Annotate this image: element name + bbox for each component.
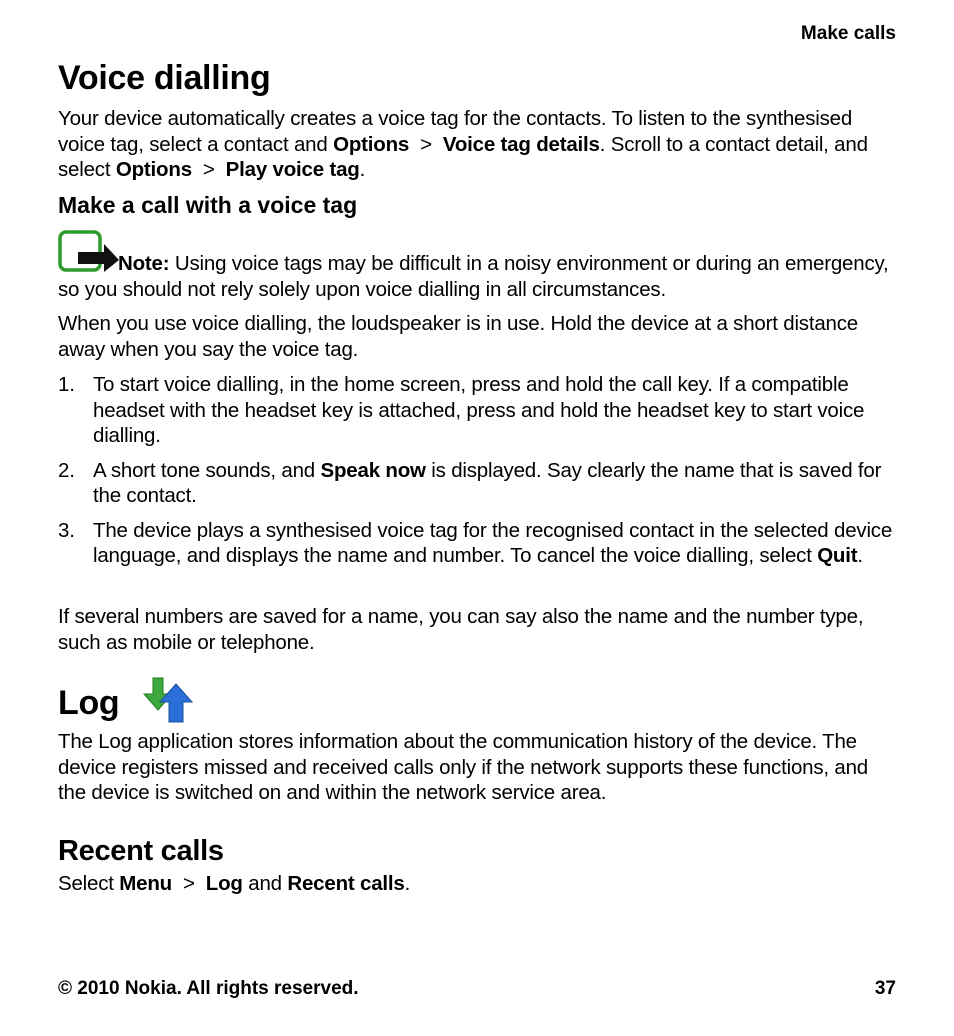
list-item: 1. To start voice dialling, in the home screen, press and hold the call key. If a compatible headset with the headset key is attached, press and hold the headset key to start voice dialling.	[58, 373, 865, 447]
page-number: 37	[874, 978, 896, 999]
loudspeaker-paragraph: When you use voice dialling, the loudspeaker is in use. Hold the device at a short distance away when you say the voice tag.	[58, 312, 858, 361]
list-item: 2. A short tone sounds, and Speak now is displayed. Say clearly the name that is saved for the contact.	[58, 458, 882, 507]
recent-calls-instruction: Select Menu > Log and Recent calls.	[58, 872, 411, 895]
log-heading: Log	[58, 684, 120, 722]
log-arrows-icon	[142, 676, 196, 724]
voice-dialling-intro: Your device automatically creates a voice tag for the contacts. To listen to the synthesised voice tag, select a contact and Options > Voice tag details. Scroll to a contact detail, and select Options > Play voice tag.	[58, 107, 868, 181]
voice-dial-steps	[58, 372, 896, 569]
several-numbers-paragraph: If several numbers are saved for a name, you can say also the name and the number type, such as mobile or telephone.	[58, 605, 864, 654]
running-header: Make calls	[800, 23, 896, 44]
copyright-footer: © 2010 Nokia. All rights reserved.	[58, 978, 359, 999]
list-item: 3. The device plays a synthesised voice tag for the recognised contact in the selected device language, and displays the name and number. To cancel the voice dialling, select Quit.	[58, 518, 893, 567]
make-call-voice-tag-subheading: Make a call with a voice tag	[58, 192, 358, 218]
note-paragraph: Note: Using voice tags may be difficult in a noisy environment or during an emergency, so you should not rely solely upon voice dialling in all circumstances.	[58, 252, 889, 301]
log-paragraph: The Log application stores information about the communication history of the device. The device registers missed and received calls only if the network supports these functions, and the device is switched on and within the network service area.	[58, 730, 868, 804]
recent-calls-heading: Recent calls	[58, 835, 224, 867]
voice-dialling-heading: Voice dialling	[58, 59, 271, 97]
